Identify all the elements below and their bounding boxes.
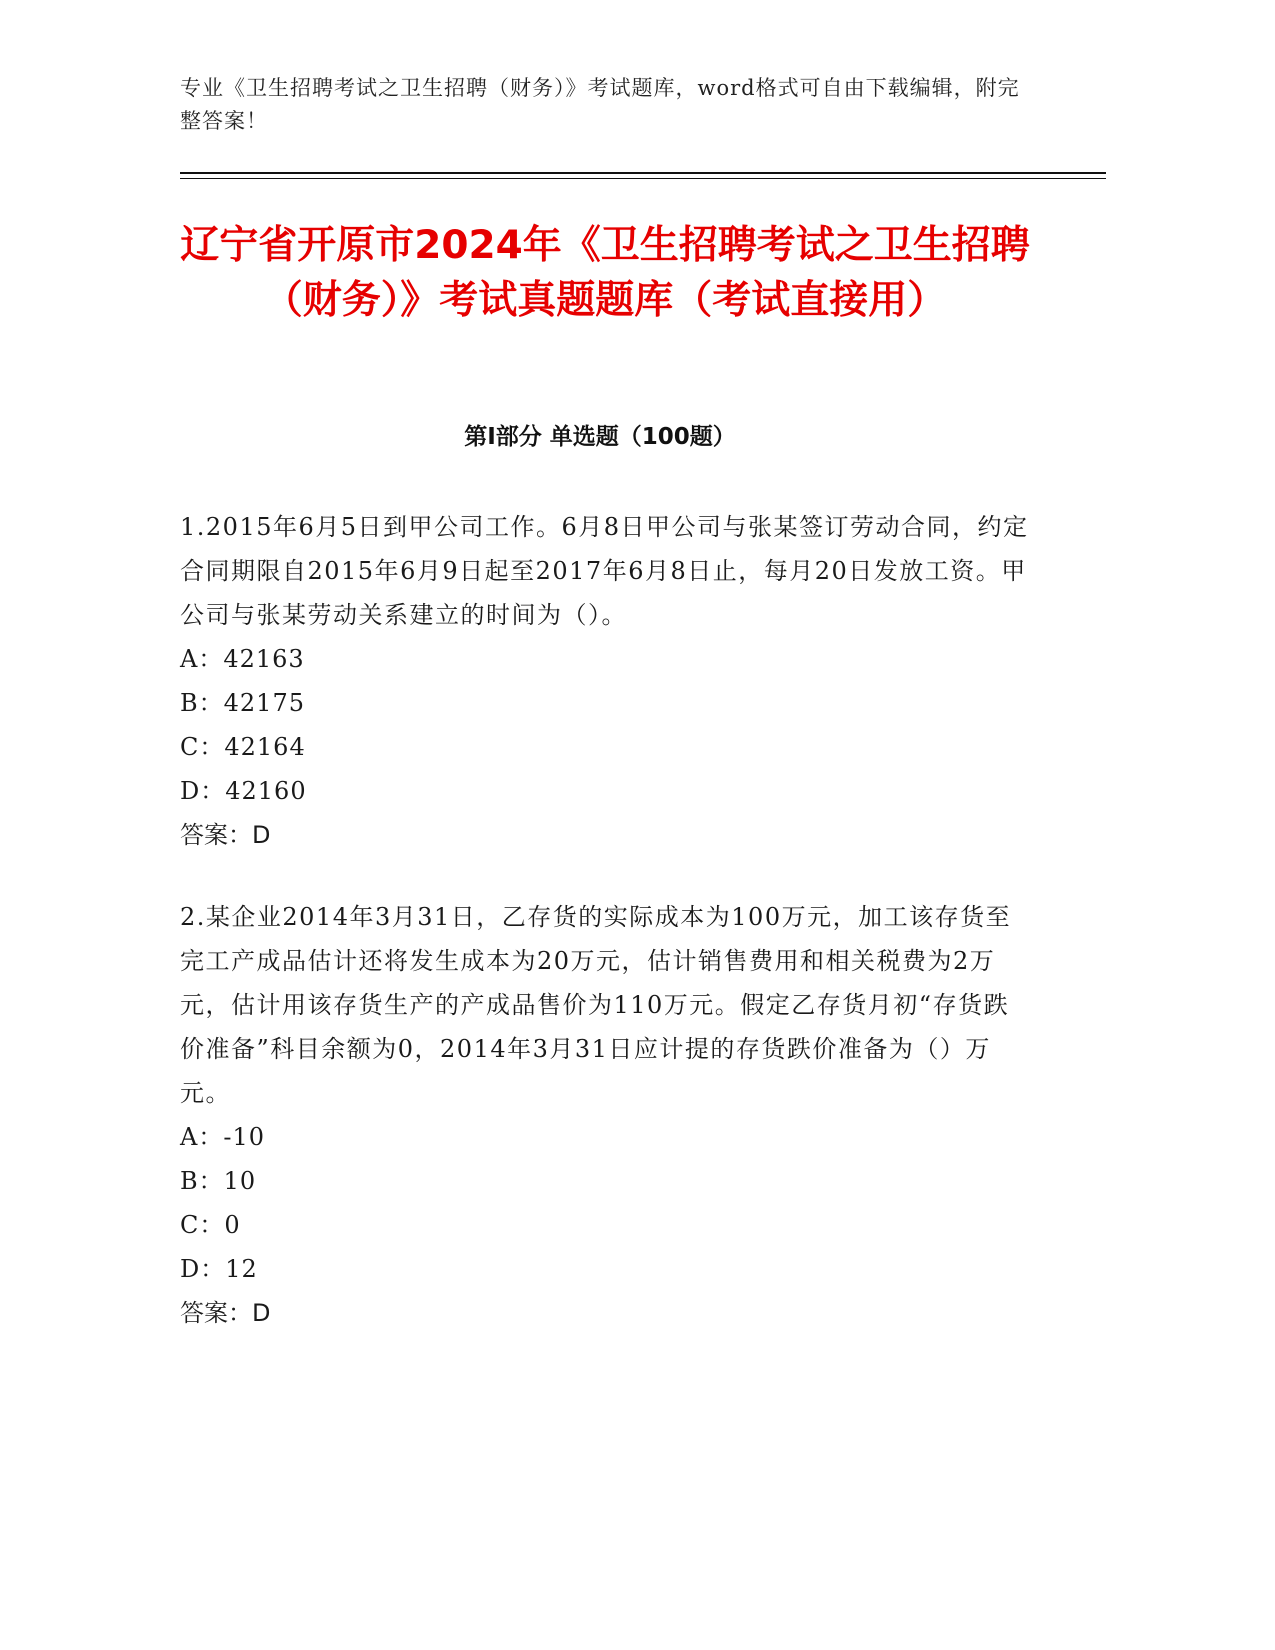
section-heading: 第I部分 单选题（100题）: [464, 424, 736, 450]
header-divider-thick: [180, 172, 1106, 174]
answer-line: 答案：D: [180, 1299, 271, 1327]
header-note: 专业《卫生招聘考试之卫生招聘（财务）》考试题库，word格式可自由下载编辑，附完整答案！: [180, 76, 1020, 133]
question-2: [180, 895, 1030, 1335]
option-d: D：42160: [180, 777, 307, 805]
header-divider-thin: [180, 178, 1106, 179]
answer-line: 答案：D: [180, 821, 271, 849]
question-stem: 2.某企业2014年3月31日，乙存货的实际成本为100万元，加工该存货至完工产成品估计还将发生成本为20万元，估计销售费用和相关税费为2万元，估计用该存货生产的产成品售价为110万元。假定乙存货月初“存货跌价准备”科目余额为0，2014年3月31日应计提的存货跌价准备为（）万元。: [180, 903, 1012, 1107]
option-c: C：0: [180, 1211, 241, 1239]
option-b: B：10: [180, 1167, 257, 1195]
option-b: B：42175: [180, 689, 305, 717]
option-a: A：-10: [180, 1123, 265, 1151]
question-stem: 1.2015年6月5日到甲公司工作。6月8日甲公司与张某签订劳动合同，约定合同期限自2015年6月9日起至2017年6月8日止，每月20日发放工资。甲公司与张某劳动关系建立的时间为（）。: [180, 513, 1029, 629]
option-a: A：42163: [180, 645, 305, 673]
question-1: [180, 505, 1030, 857]
document-title: 辽宁省开原市2024年《卫生招聘考试之卫生招聘（财务）》考试真题题库（考试直接用）: [180, 223, 1030, 323]
option-d: D：12: [180, 1255, 258, 1283]
option-c: C：42164: [180, 733, 306, 761]
